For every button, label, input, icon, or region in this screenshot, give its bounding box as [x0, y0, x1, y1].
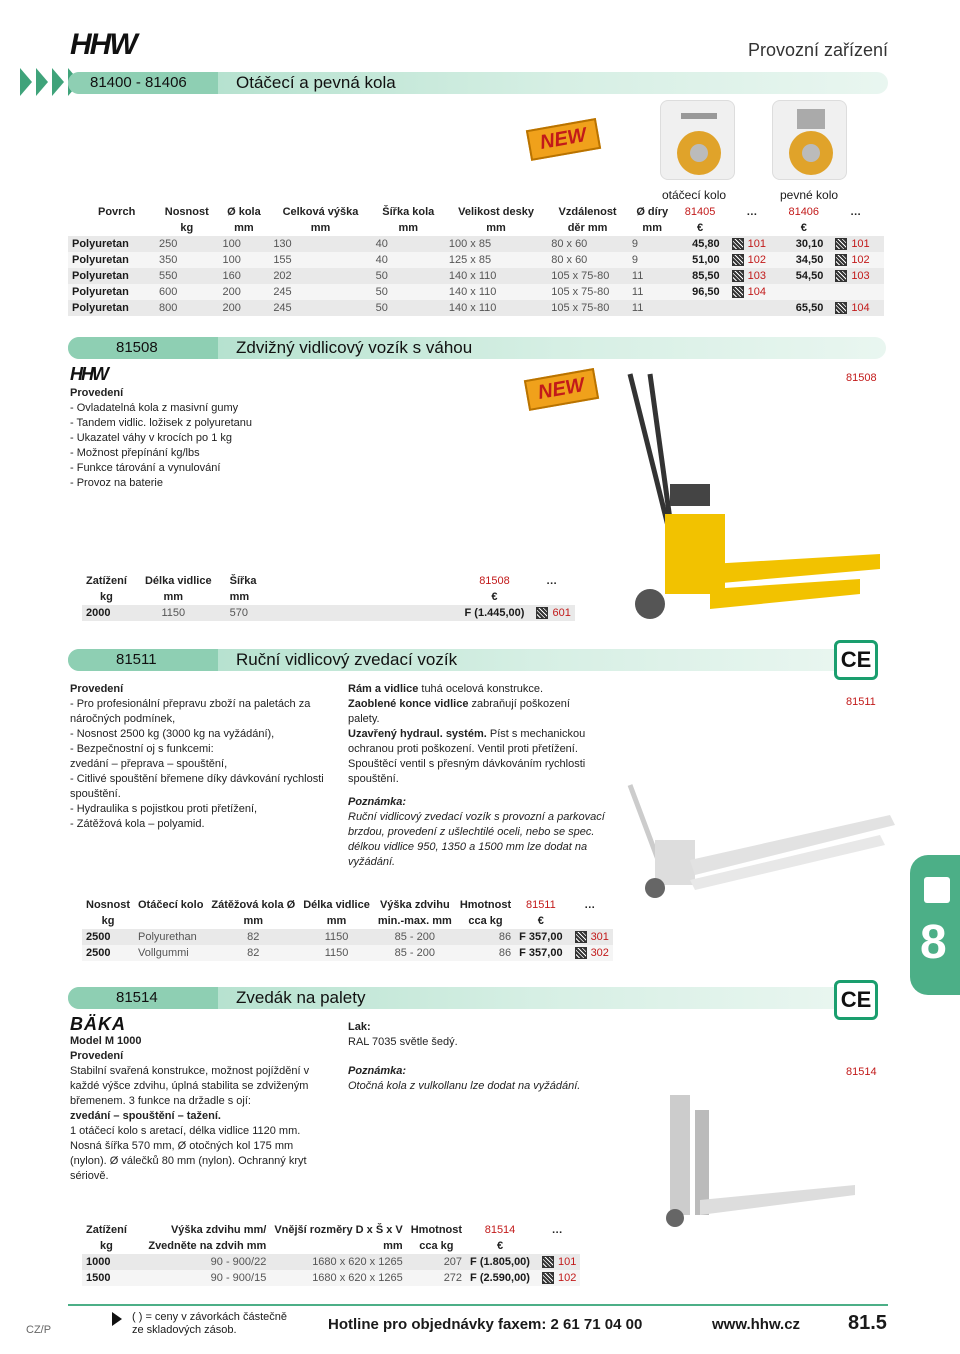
section-code: 81400 - 81406: [68, 72, 218, 94]
fixed-wheel-image: [772, 100, 847, 180]
qr-icon: [542, 1272, 554, 1284]
table-row: Polyuretan 250 100 130 40 100 x 85 80 x 60 9 45,80 101 30,10 101: [68, 236, 884, 252]
section-header-pallet-truck: [68, 649, 848, 671]
table-row: Polyuretan 550 160 202 50 140 x 110 105 x 75-80 11 85,50 103 54,50 103: [68, 268, 884, 284]
scale-truck-table: Zatížení Délka vidlice Šířka 81508 … kg mm mm € 2000 1150 570 F (1.445,00) 601: [82, 573, 575, 621]
qr-icon: [575, 947, 587, 959]
swivel-wheel-image: [660, 100, 735, 180]
new-badge: NEW: [524, 368, 599, 411]
qr-icon: [732, 238, 744, 250]
section-header-pallet-stacker: [68, 987, 848, 1009]
baka-logo: BÄKA: [70, 1014, 126, 1034]
section-title: Otáčecí a pevná kola: [236, 73, 396, 92]
table-row: 1000 90 - 900/22 1680 x 620 x 1265 207 F (1.805,00) 101: [82, 1254, 580, 1270]
hhw-logo-small: HHW: [70, 364, 107, 384]
table-row: 2500 Vollgummi 82 1150 85 - 200 86 F 357,00 302: [82, 945, 613, 961]
chapter-tab: [910, 855, 960, 995]
table-row: Polyuretan 350 100 155 40 125 x 85 80 x 60 9 51,00 102 34,50 102: [68, 252, 884, 268]
side-code: 81514: [846, 1066, 877, 1078]
qr-icon: [835, 254, 847, 266]
section-code: 81511: [68, 649, 218, 671]
footer-language: CZ/P: [26, 1324, 52, 1336]
wheels-table: Povrch Nosnost Ø kola Celková výška Šířka kola Velikost desky Vzdálenost Ø díry 81405 … 81406 … kg mm mm mm mm děr mm mm € € Polyuretan 250 100 130 40 100 x 85 80 x 60 9 45,80 101 30,10 101 Polyuretan 350 100 155 40 125 x 85 80 x 60 9 51,00 102 34,50 102 Polyuretan 550 160 202 50 140 x 110 105 x 75-80 11 85,50 103 54,50 103 Polyuretan 600 200 245 50 140 x 110 105 x 75-80 11 96,50 104 Polyuretan 800 200 245 50 140 x 110 105 x 75-80 11 65,50 104: [68, 204, 884, 316]
footer-website-link[interactable]: www.hhw.cz: [712, 1316, 801, 1333]
group-fixed-label: pevné kolo: [780, 188, 839, 202]
section-title: Zvedák na palety: [236, 988, 366, 1007]
hhw-logo: HHW: [70, 28, 136, 61]
page-category: Provozní zařízení: [747, 40, 888, 60]
pallet-stacker-image: [630, 1090, 860, 1230]
footer-divider: [68, 1304, 888, 1306]
catalog-icon: [924, 877, 950, 903]
features-pallet-truck: Provedení - Pro profesionální přepravu zboží na paletách za náročných podmínek, - Nosnost 2500 kg (3000 kg na vyžádání), - Bezpečnostní oj s funkcemi: zvedání – přeprava – spouštění, - Citlivé spouštění břemene díky dávkování rychlosti spouštění. - Hydraulika s pojistkou proti přetížení, - Zátěžová kola – polyamid.: [70, 683, 324, 830]
description-pallet-stacker: Model M 1000 Provedení Stabilní svařená konstrukce, možnost pojíždění v každé výšce zdvihu, úplná stabilita se zdviženým břemenem. 3 funkce na držadle s ojí: zvedání – spouštění – tažení. 1 otáčecí kolo s aretací, délka vidlice 1120 mm. Nosná šířka 570 mm, Ø otočných kol 175 mm (nylon). Ø válečků 80 mm (nylon). Ochranný kryt sériově.: [70, 1035, 310, 1182]
ce-mark-icon: CE: [834, 640, 878, 680]
pallet-stacker-table: Zatížení Výška zdvihu mm/ Vnější rozměry D x Š x V Hmotnost 81514 … kg Zvedněte na zdvih mm mm cca kg € 1000 90 - 900/22 1680 x 620 x 1265 207 F (1.805,00) 101 1500 90 - 900/15 1680 x 620 x 1265 272 F (2.590,00) 102: [82, 1222, 580, 1286]
scale-truck-image: [610, 364, 885, 622]
qr-icon: [835, 238, 847, 250]
qr-icon: [732, 286, 744, 298]
qr-icon: [575, 931, 587, 943]
qr-icon: [536, 607, 548, 619]
qr-icon: [542, 1256, 554, 1268]
pallet-truck-table: Nosnost Otáčecí kolo Zátěžová kola Ø Délka vidlice Výška zdvihu Hmotnost 81511 … kg mm mm min.-max. mm cca kg € 2500 Polyurethan 82 1150 85 - 200 86 F 357,00 301 2500 Vollgummi 82 1150 85 - 200 86 F 357,00 302: [82, 897, 613, 961]
table-row: 2500 Polyurethan 82 1150 85 - 200 86 F 357,00 301: [82, 929, 613, 945]
section-code: 81508: [68, 337, 218, 359]
ce-mark-icon: CE: [834, 980, 878, 1020]
qr-icon: [835, 270, 847, 282]
page-number: 81.5: [848, 1312, 887, 1334]
table-row: 1500 90 - 900/15 1680 x 620 x 1265 272 F (2.590,00) 102: [82, 1270, 580, 1286]
footer-hotline: Hotline pro objednávky faxem: 2 61 71 04 00: [328, 1316, 643, 1333]
qr-icon: [732, 270, 744, 282]
specs-pallet-truck: Rám a vidlice tuhá ocelová konstrukce. Zaoblené konce vidlice zabraňují poškození palety. Uzavřený hydraul. systém. Píst s mechanickou ochranou proti poškození. Ventil proti přetížení. Spouštěcí ventil s přesným dávkováním rychlosti spouštění. Poznámka: Ruční vidlicový zvedací vozík s provozní a parkovací brzdou, provedení z ušlechtilé oceli, nebo se spec. délkou vidlice 950, 1350 a 1500 mm lze dodat na vyžádání.: [348, 683, 605, 868]
group-swivel-label: otáčecí kolo: [662, 188, 727, 202]
table-row: Polyuretan 600 200 245 50 140 x 110 105 x 75-80 11 96,50 104: [68, 284, 884, 300]
features-scale-truck: Provedení - Ovladatelná kola z masivní gumy - Tandem vidlic. ložisek z polyuretanu - Ukazatel váhy v krocích po 1 kg - Možnost přepínání kg/lbs - Funkce tárování a vynulování - Provoz na baterie: [70, 387, 252, 489]
side-code: 81511: [846, 696, 876, 708]
footer-arrow-icon: [112, 1312, 122, 1326]
qr-icon: [732, 254, 744, 266]
side-code: 81508: [846, 372, 877, 384]
section-header-wheels: [68, 72, 888, 94]
table-row: Polyuretan 800 200 245 50 140 x 110 105 x 75-80 11 65,50 104: [68, 300, 884, 316]
section-title: Zdvižný vidlicový vozík s váhou: [236, 338, 473, 357]
table-row: 2000 1150 570 F (1.445,00) 601: [82, 605, 575, 621]
qr-icon: [835, 302, 847, 314]
section-header-scale-truck: [68, 337, 886, 359]
new-badge: NEW: [526, 118, 601, 161]
notes-pallet-stacker: Lak: RAL 7035 světle šedý. Poznámka: Otočná kola z vulkollanu lze dodat na vyžádání.: [348, 1021, 581, 1092]
section-title: Ruční vidlicový zvedací vozík: [236, 650, 458, 669]
pallet-truck-image: [600, 780, 900, 900]
section-code: 81514: [68, 987, 218, 1009]
footer-note: ( ) = ceny v závorkách částečně ze skladových zásob.: [132, 1311, 287, 1336]
chapter-number: 8: [920, 916, 947, 969]
